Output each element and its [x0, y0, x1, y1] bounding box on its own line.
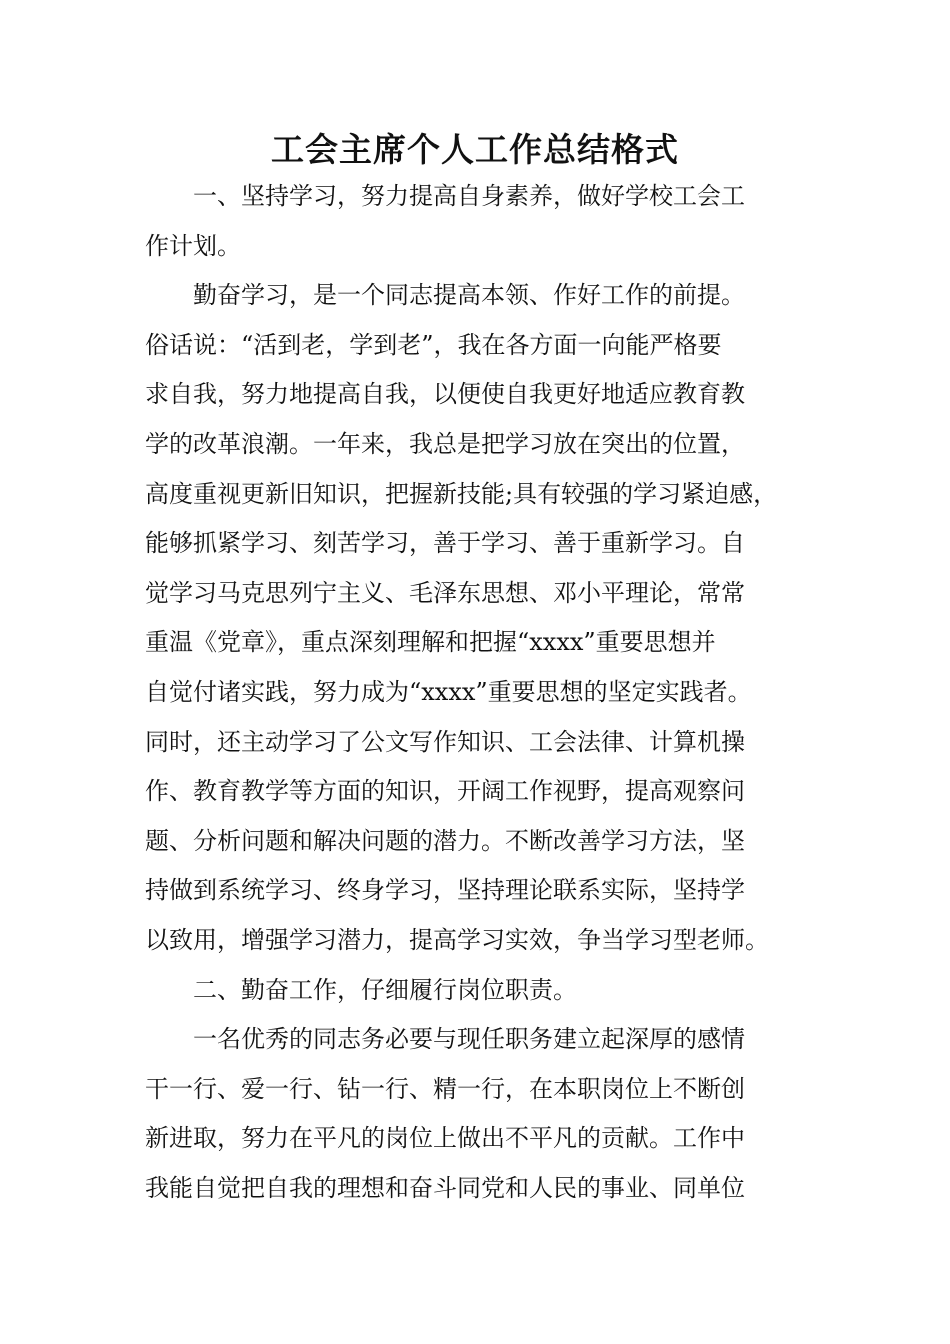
- text-line: 一、坚持学习，努力提高自身素养，做好学校工会工: [193, 182, 745, 210]
- text-line: 勤奋学习，是一个同志提高本领、作好工作的前提。: [193, 281, 745, 310]
- text-line: 学的改革浪潮。一年来，我总是把学习放在突出的位置，: [145, 429, 745, 458]
- text-line: 持做到系统学习、终身学习，坚持理论联系实际，坚持学: [145, 876, 745, 905]
- text-line: 作计划。: [145, 231, 241, 260]
- document-body: [145, 172, 817, 1213]
- text-line: 题、分析问题和解决问题的潜力。不断改善学习方法，坚: [145, 826, 745, 855]
- text-line: 新进取，努力在平凡的岗位上做出不平凡的贡献。工作中: [145, 1124, 745, 1153]
- text-line: 一名优秀的同志务必要与现任职务建立起深厚的感情: [193, 1025, 745, 1054]
- text-line: 二、勤奋工作，仔细履行岗位职责。: [193, 975, 577, 1004]
- text-line: 能够抓紧学习、刻苦学习，善于学习、善于重新学习。自: [145, 529, 745, 558]
- text-line: 我能自觉把自我的理想和奋斗同党和人民的事业、同单位: [145, 1173, 745, 1202]
- text-line: 俗话说：“活到老，学到老”，我在各方面一向能严格要: [145, 330, 722, 359]
- text-line: 觉学习马克思列宁主义、毛泽东思想、邓小平理论，常常: [145, 578, 745, 607]
- text-line: 作、教育教学等方面的知识，开阔工作视野，提高观察问: [145, 777, 745, 806]
- document-title: 工会主席个人工作总结格式: [271, 130, 679, 169]
- text-line: 重温《党章》，重点深刻理解和把握“xxxx”重要思想并: [145, 628, 716, 657]
- text-line: 干一行、爱一行、钻一行、精一行，在本职岗位上不断创: [145, 1074, 745, 1103]
- text-line: 同时，还主动学习了公文写作知识、工会法律、计算机操: [145, 727, 745, 756]
- text-line: 自觉付诸实践，努力成为“xxxx”重要思想的坚定实践者。: [145, 677, 752, 706]
- text-line: 以致用，增强学习潜力，提高学习实效，争当学习型老师。: [145, 925, 769, 954]
- text-line: 高度重视更新旧知识，把握新技能;具有较强的学习紧迫感，: [145, 479, 778, 508]
- text-line: 求自我，努力地提高自我，以便使自我更好地适应教育教: [145, 380, 745, 409]
